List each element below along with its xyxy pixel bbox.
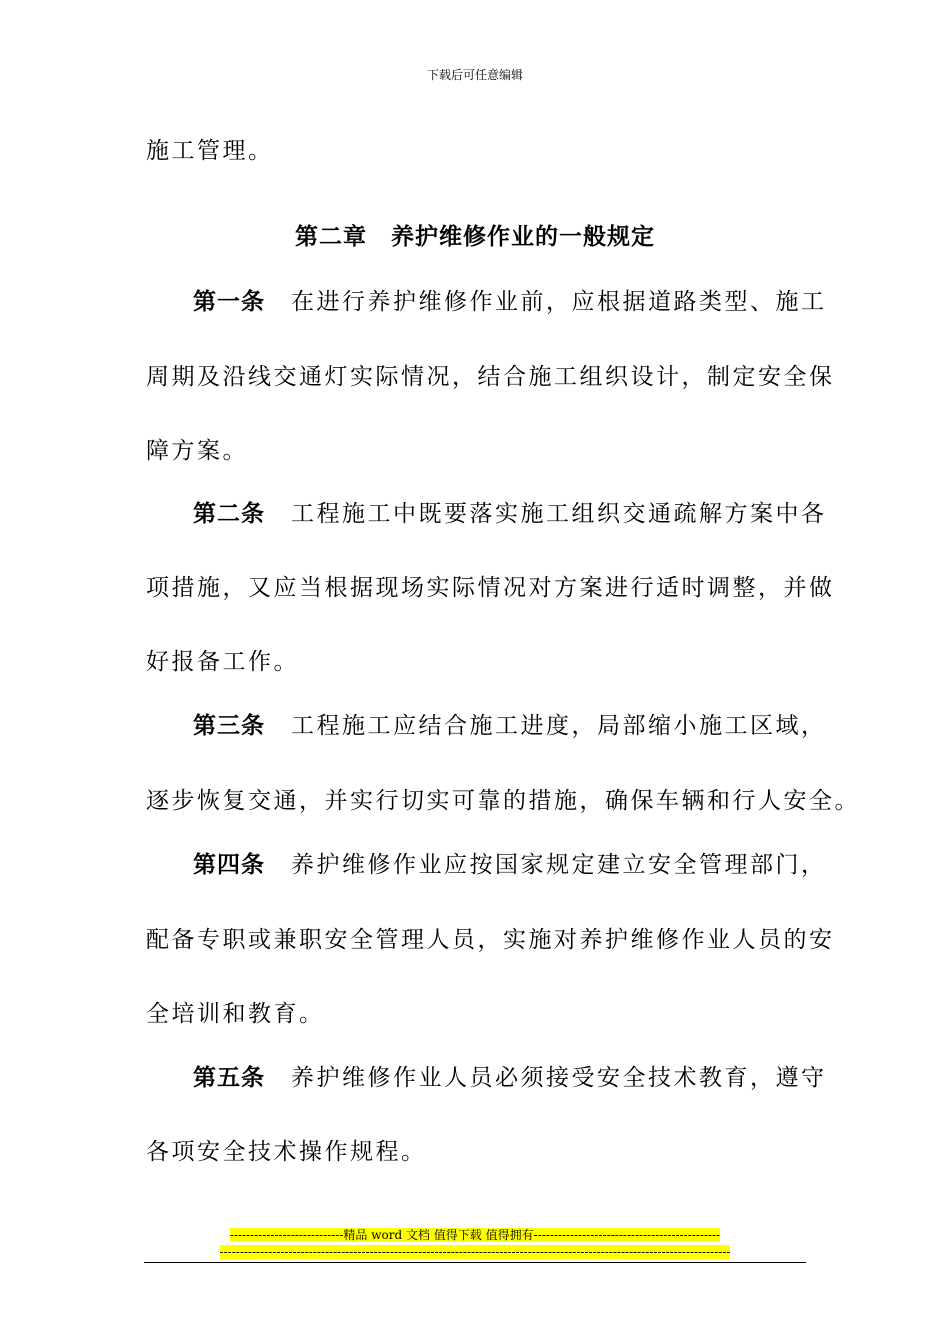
article-2-line [146, 499, 826, 529]
article-5-line [146, 1063, 826, 1093]
article-4-heading: 第四条 [193, 851, 265, 878]
footer-rule [144, 1262, 806, 1263]
body-line: 各项安全技术操作规程。 [146, 1139, 427, 1165]
body-line: 全培训和教育。 [146, 1001, 325, 1027]
body-line: 好报备工作。 [146, 649, 299, 675]
article-2-heading: 第二条 [193, 500, 265, 527]
article-3-line [146, 711, 826, 741]
body-line: 障方案。 [146, 438, 248, 464]
article-4-text: 养护维修作业应按国家规定建立安全管理部门， [291, 852, 827, 878]
footer-banner-line-2 [0, 1245, 950, 1260]
footer-banner-line-1 [0, 1228, 950, 1243]
article-1-line [146, 287, 826, 317]
body-line: 周期及沿线交通灯实际情况，结合施工组织设计，制定安全保 [146, 364, 835, 390]
chapter-title: 第二章 养护维修作业的一般规定 [295, 223, 655, 250]
article-1-heading: 第一条 [193, 288, 265, 315]
body-line: 项措施，又应当根据现场实际情况对方案进行适时调整，并做 [146, 575, 835, 601]
article-3-heading: 第三条 [193, 712, 265, 739]
article-1-text: 在进行养护维修作业前，应根据道路类型、施工 [291, 289, 827, 315]
body-line: 配备专职或兼职安全管理人员，实施对养护维修作业人员的安 [146, 927, 835, 953]
article-4-line [146, 850, 826, 880]
footer-banner-text: ----------------------------精品 word 文档 值得下载 值得拥有---------------------------------------------- [229, 1228, 721, 1242]
body-line: 逐步恢复交通，并实行切实可靠的措施，确保车辆和行人安全。 [146, 788, 860, 814]
article-3-text: 工程施工应结合施工进度，局部缩小施工区域， [291, 713, 827, 739]
footer-banner-dashes: ------------------------------------------------------------------------------------------------------------------------------ [219, 1245, 731, 1259]
article-5-heading: 第五条 [193, 1064, 265, 1091]
body-line: 施工管理。 [146, 138, 274, 164]
article-2-text: 工程施工中既要落实施工组织交通疏解方案中各 [291, 501, 827, 527]
page-header-note: 下载后可任意编辑 [426, 68, 523, 82]
article-5-text: 养护维修作业人员必须接受安全技术教育，遵守 [291, 1065, 827, 1091]
